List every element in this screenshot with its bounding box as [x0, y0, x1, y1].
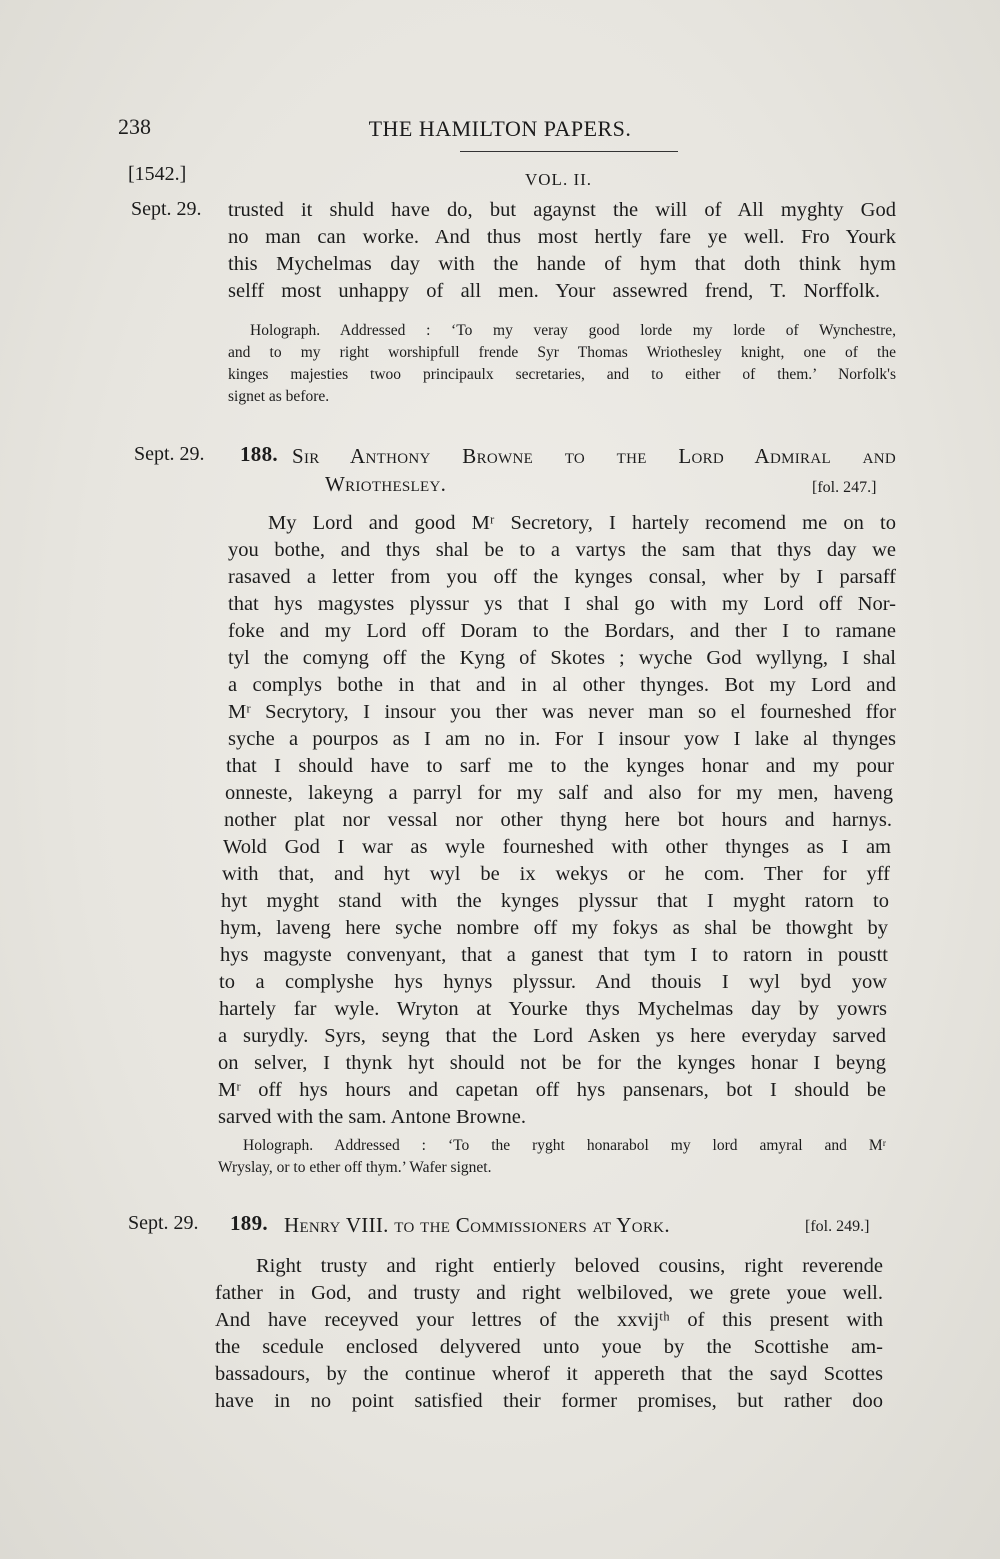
- text-line: the scedule enclosed delyvered unto youe by the Scottishe am-: [215, 1336, 883, 1358]
- margin-date: Sept. 29.: [128, 1212, 199, 1234]
- folio-reference: [fol. 247.]: [812, 479, 877, 496]
- text-line: Mʳ off hys hours and capetan off hys pansenars, bot I should be: [218, 1079, 886, 1101]
- text-line: with that, and hyt wyl be ix wekys or he com. Ther for yff: [222, 863, 890, 885]
- note-line: signet as before.: [228, 388, 330, 405]
- text-line: trusted it shuld have do, but agaynst the will of All myghty God: [228, 199, 896, 221]
- text-line: no man can worke. And thus most hertly fare ye well. Fro Yourk: [228, 226, 896, 248]
- text-line: a complys bothe in that and in al other thynges. Bot my Lord and: [228, 674, 896, 696]
- text-line: on selver, I thynk hyt should not be for the kynges honar I beyng: [218, 1052, 886, 1074]
- text-line: syche a pourpos as I am no in. For I insour yow I lake al thynges: [228, 728, 896, 750]
- text-line: a surydly. Syrs, seyng that the Lord Asken ys here everyday sarved: [218, 1025, 886, 1047]
- page-number: 238: [118, 114, 151, 139]
- text-line: hyt myght stand with the kynges plyssur that I myght ratorn to: [221, 890, 889, 912]
- text-line: foke and my Lord off Doram to the Bordars, and ther I to ramane: [228, 620, 896, 642]
- margin-year: [1542.]: [128, 163, 187, 185]
- text-line: to a complyshe hys hynys plyssur. And thouis I wyl byd yow: [219, 971, 887, 993]
- volume-label: VOL. II.: [525, 170, 593, 189]
- text-line: selff most unhappy of all men. Your assewred frend, T. Norffolk.: [228, 280, 880, 302]
- text-line: you bothe, and thys shal be to a vartys the sam that thys day we: [228, 539, 896, 561]
- note-line: Holograph. Addressed : ‘To the ryght honarabol my lord amyral and Mʳ: [243, 1137, 886, 1154]
- text-line: have in no point satisfied their former promises, but rather doo: [215, 1390, 883, 1412]
- text-line: rasaved a letter from you off the kynges consal, wher by I parsaff: [228, 566, 896, 588]
- heading-text: Wriothesley.: [325, 472, 447, 496]
- item-heading: [292, 444, 896, 469]
- text-line: Wold God I war as wyle fourneshed with other thynges as I am: [223, 836, 891, 858]
- item-number: 188.: [240, 442, 278, 466]
- item-heading: [284, 1213, 670, 1238]
- item-heading-continued: [325, 472, 446, 497]
- text-line: nother plat nor vessal nor other thyng here bot hours and harnys.: [224, 809, 892, 831]
- running-title: THE HAMILTON PAPERS.: [368, 116, 632, 141]
- margin-date: Sept. 29.: [134, 443, 205, 465]
- text-line: father in God, and trusty and right welbiloved, we grete youe well.: [215, 1282, 883, 1304]
- note-line: kinges majesties twoo principaulx secretaries, and to either of them.’ Norfolk's: [228, 366, 896, 383]
- header-rule: [460, 151, 678, 152]
- text-line: that hys magystes plyssur ys that I shal go with my Lord off Nor-: [228, 593, 896, 615]
- text-line: this Mychelmas day with the hande of hym that doth think hym: [228, 253, 896, 275]
- text-line: hym, laveng here syche nombre off my fokys as shal be thowght by: [220, 917, 888, 939]
- text-line: And have receyved your lettres of the xxvijᵗʰ of this present with: [215, 1309, 883, 1331]
- heading-text: Henry VIII. to the Commissioners at York.: [284, 1213, 670, 1237]
- text-line: bassadours, by the continue wherof it appereth that the sayd Scottes: [215, 1363, 883, 1385]
- item-number: 189.: [230, 1211, 268, 1235]
- note-line: Wryslay, or to ether off thym.’ Wafer signet.: [218, 1159, 492, 1176]
- text-line: Right trusty and right entierly beloved cousins, right reverende: [256, 1255, 883, 1277]
- text-line: hys magyste convenyant, that a ganest that tym I to ratorn in poustt: [220, 944, 888, 966]
- heading-text: Sir Anthony Browne to the Lord Admiral and: [292, 444, 896, 468]
- note-line: and to my right worshipfull frende Syr Thomas Wriothesley knight, one of the: [228, 344, 896, 361]
- text-line: onneste, lakeyng a parryl for my salf and also for my men, haveng: [225, 782, 893, 804]
- text-line: My Lord and good Mʳ Secretory, I hartely recomend me on to: [268, 512, 896, 534]
- text-line: Mʳ Secrytory, I insour you ther was never man so el fourneshed ffor: [228, 701, 896, 723]
- text-line: that I should have to sarf me to the kynges honar and my pour: [226, 755, 894, 777]
- text-line: hartely far wyle. Wryton at Yourke thys Mychelmas day by yowrs: [219, 998, 887, 1020]
- note-line: Holograph. Addressed : ‘To my veray good lorde my lorde of Wynchestre,: [250, 322, 896, 339]
- text-line: sarved with the sam. Antone Browne.: [218, 1106, 527, 1128]
- margin-date: Sept. 29.: [131, 198, 202, 220]
- text-line: tyl the comyng off the Kyng of Skotes ; wyche God wyllyng, I shal: [228, 647, 896, 669]
- folio-reference: [fol. 249.]: [805, 1218, 870, 1235]
